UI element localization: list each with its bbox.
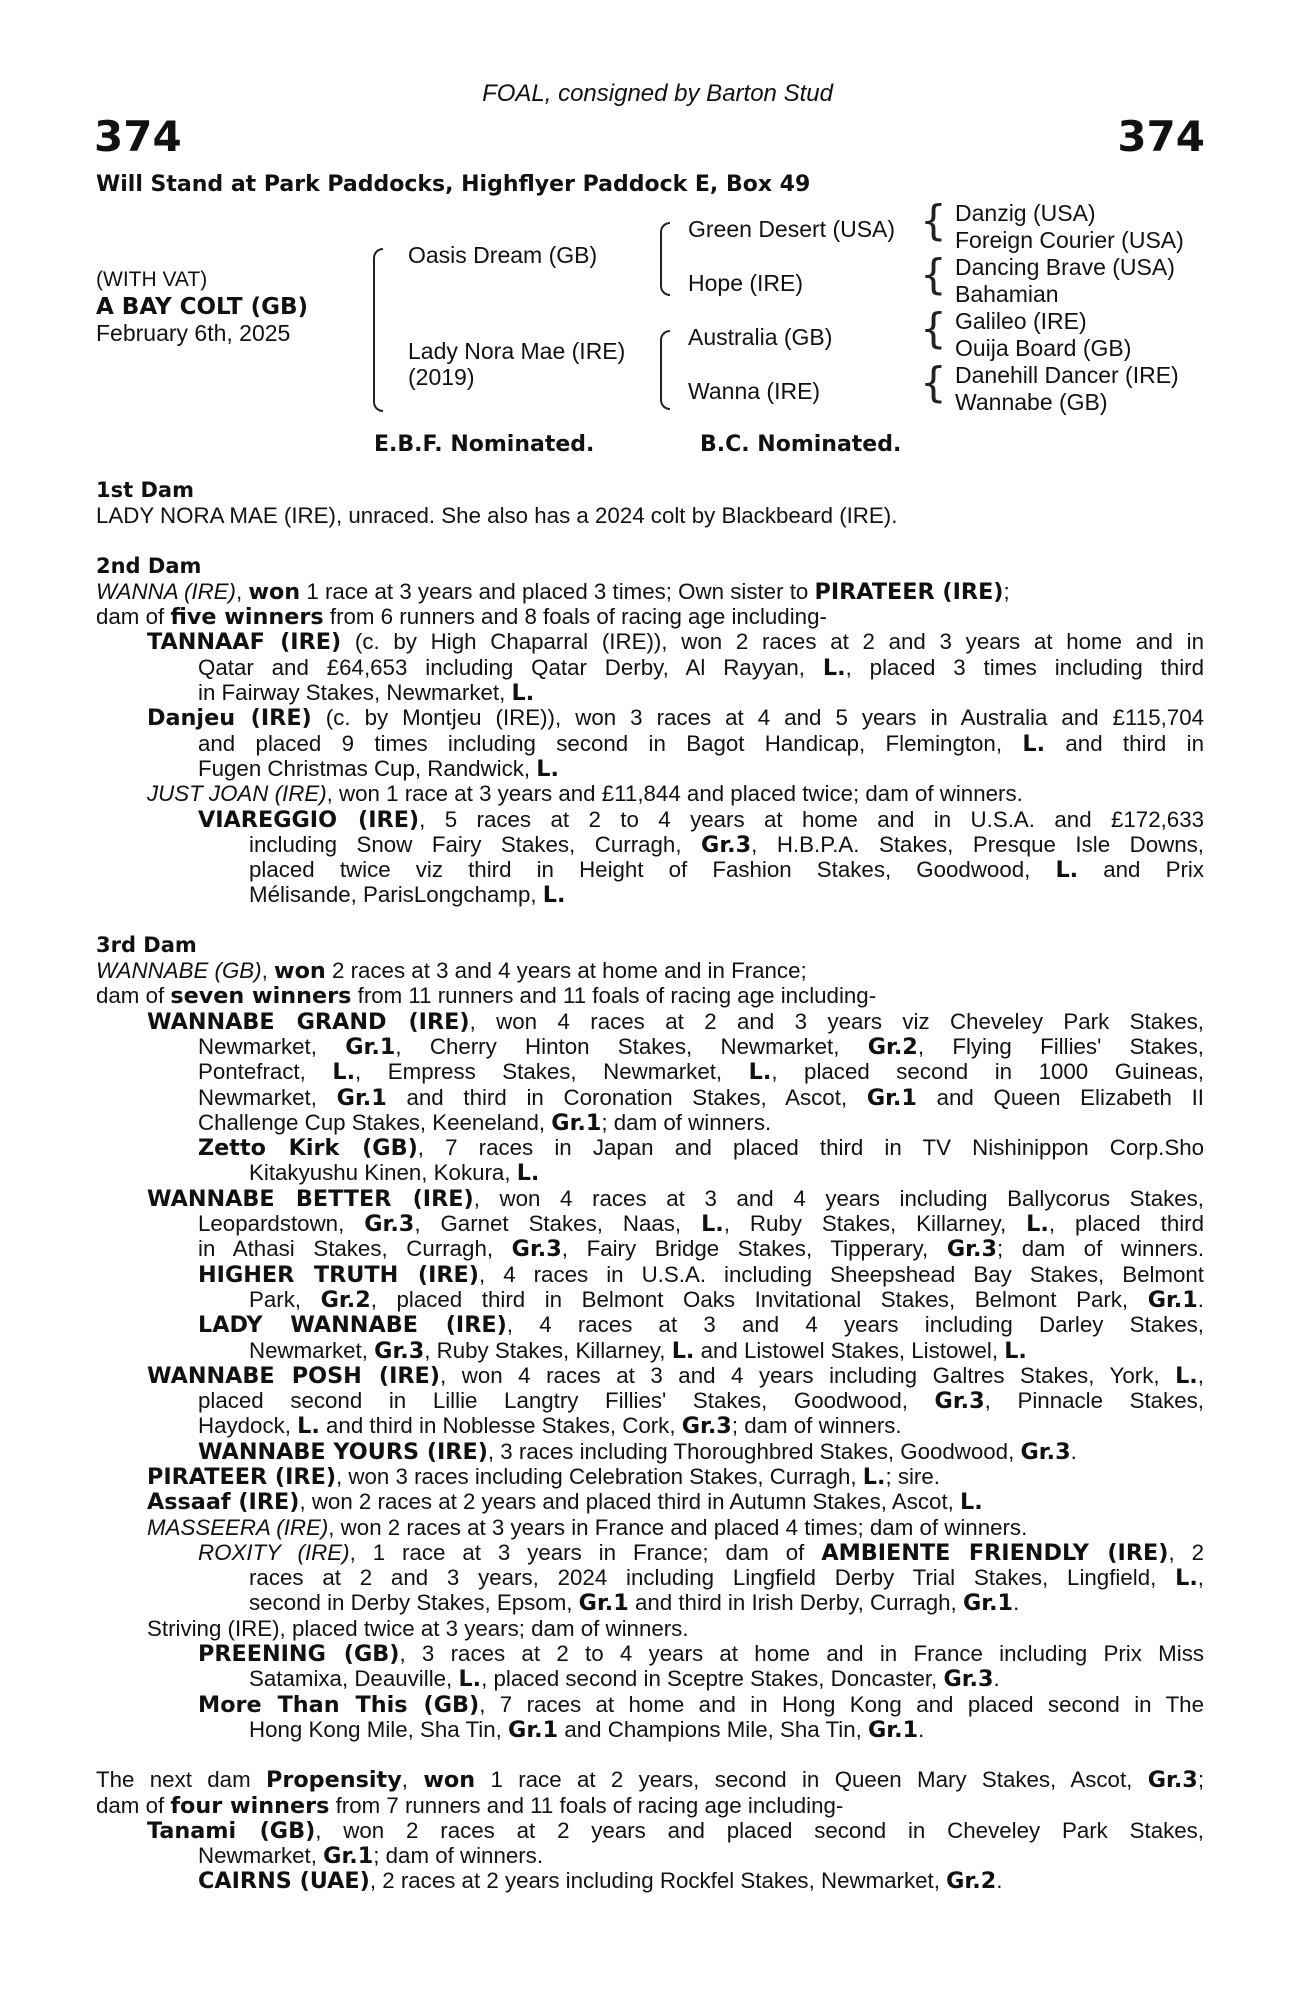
produce-entry: TANNAAF (IRE) (c. by High Chaparral (IRE)), won 2 races at 2 and 3 years at home and in (147, 629, 1204, 655)
third-dam-line: PIRATEER (IRE), won 3 races including Celebration Stakes, Curragh, L.; sire. (147, 1463, 940, 1490)
third-dam-intro-rest: 2 races at 3 and 4 years at home and in France; (325, 958, 807, 984)
third-dam-line: Satamixa, Deauville, L., placed second in Sceptre Stakes, Doncaster, Gr.3. (249, 1666, 1000, 1693)
third-dam-line: Newmarket, Gr.1, Cherry Hinton Stakes, Newmarket, Gr.2, Flying Fillies' Stakes, (198, 1033, 1204, 1060)
dam-name: Lady Nora Mae (IRE) (408, 338, 626, 364)
third-dam-name: WANNABE (GB) (96, 958, 262, 984)
third-dam-line: Newmarket, Gr.3, Ruby Stakes, Killarney, L. and Listowel Stakes, Listowel, L. (249, 1337, 1027, 1364)
pedigree-brace-sire (660, 222, 670, 296)
next-dam-line: Newmarket, Gr.1; dam of winners. (198, 1843, 544, 1870)
second-dam-heading: 2nd Dam (96, 553, 202, 578)
sire-name: Oasis Dream (GB) (408, 242, 598, 268)
third-dam-line: MASSEERA (IRE), won 2 races at 3 years in France and placed 4 times; dam of winners. (147, 1514, 1028, 1540)
third-dam-line: Park, Gr.2, placed third in Belmont Oaks Invitational Stakes, Belmont Park, Gr.1. (249, 1286, 1204, 1313)
stand-location: Will Stand at Park Paddocks, Highflyer Paddock E, Box 49 (96, 172, 811, 197)
sire-sire-name: Green Desert (USA) (688, 216, 896, 242)
next-dam-section (96, 1767, 1204, 1893)
third-dam-line: HIGHER TRUTH (IRE), 4 races in U.S.A. including Sheepshead Bay Stakes, Belmont (198, 1261, 1204, 1287)
ebf-nomination: E.B.F. Nominated. (374, 432, 595, 457)
produce-entry-continued: Mélisande, ParisLongchamp, L. (249, 882, 566, 909)
first-dam-heading: 1st Dam (96, 478, 194, 502)
third-dam-line: Zetto Kirk (GB), 7 races in Japan and placed third in TV Nishinippon Corp.Sho (198, 1135, 1204, 1161)
dam-year: (2019) (408, 364, 475, 390)
third-dam-line: WANNABE GRAND (IRE), won 4 races at 2 and 3 years viz Cheveley Park Stakes, (147, 1008, 1204, 1034)
ggp-4: Bahamian (955, 281, 1059, 307)
third-dam-line: WANNABE YOURS (IRE), 3 races including Thoroughbred Stakes, Goodwood, Gr.3. (198, 1438, 1077, 1465)
produce-entry: JUST JOAN (IRE), won 1 race at 3 years and £11,844 and placed twice; dam of winners. (147, 781, 1023, 807)
third-dam-line: second in Derby Stakes, Epsom, Gr.1 and third in Irish Derby, Curragh, Gr.1. (249, 1590, 1020, 1617)
third-dam-line: Striving (IRE), placed twice at 3 years; dam of winners. (147, 1615, 689, 1641)
sire-dam-name: Hope (IRE) (688, 270, 804, 296)
vat-label: (WITH VAT) (96, 268, 208, 291)
third-dam-summary (96, 983, 1204, 1008)
third-dam-produce (96, 1009, 1204, 1743)
next-dam-line: Tanami (GB), won 2 races at 2 years and placed second in Cheveley Park Stakes, (147, 1817, 1204, 1844)
third-dam-line: Newmarket, Gr.1 and third in Coronation Stakes, Ascot, Gr.1 and Queen Elizabeth II (198, 1084, 1204, 1110)
pedigree-brace-gg2: { (920, 250, 947, 299)
pedigree-brace-gg1: { (920, 196, 947, 245)
third-dam-summary-rest: from 11 runners and 11 foals of racing age including- (351, 983, 877, 1009)
first-dam-line (96, 503, 1204, 528)
second-dam-summary: dam of five winners from 6 runners and 8 foals of racing age including- (96, 604, 827, 631)
second-dam-produce (96, 629, 1204, 907)
third-dam-line: in Athasi Stakes, Curragh, Gr.3, Fairy Bridge Stakes, Tipperary, Gr.3; dam of winners. (198, 1236, 1204, 1262)
third-dam-line: Pontefract, L., Empress Stakes, Newmarket, L., placed second in 1000 Guineas, (198, 1059, 1204, 1085)
ggp-5: Galileo (IRE) (955, 308, 1087, 334)
pedigree-brace-dam (660, 330, 670, 410)
third-dam-line: WANNABE POSH (IRE), won 4 races at 3 and 4 years including Galtres Stakes, York, L., (147, 1362, 1204, 1389)
consignment-line: FOAL, consigned by Barton Stud (482, 80, 833, 107)
third-dam-line: WANNABE BETTER (IRE), won 4 races at 3 and 4 years including Ballycorus Stakes, (147, 1185, 1204, 1212)
pedigree-brace-gg4: { (920, 358, 947, 407)
first-dam-text: , unraced. She also has a 2024 colt by Blackbeard (IRE). (335, 503, 898, 529)
third-dam-line: races at 2 and 3 years, 2024 including Lingfield Derby Trial Stakes, Lingfield, L., (249, 1565, 1204, 1591)
ggp-1: Danzig (USA) (955, 200, 1096, 226)
third-dam-line: Hong Kong Mile, Sha Tin, Gr.1 and Champions Mile, Sha Tin, Gr.1. (249, 1716, 925, 1743)
ggp-7: Danehill Dancer (IRE) (955, 362, 1179, 388)
lot-number-right: 374 (1117, 112, 1205, 161)
third-dam-line: LADY WANNABE (IRE), 4 races at 3 and 4 years including Darley Stakes, (198, 1312, 1204, 1338)
ggp-2: Foreign Courier (USA) (955, 227, 1184, 253)
first-dam-name: LADY NORA MAE (IRE) (96, 503, 336, 529)
produce-entry-continued: and placed 9 times including second in Bagot Handicap, Flemington, L. and third in (198, 730, 1204, 756)
pedigree-brace-main (373, 248, 383, 412)
ggp-8: Wannabe (GB) (955, 389, 1108, 415)
third-dam-line: More Than This (GB), 7 races at home and in Hong Kong and placed second in The (198, 1691, 1204, 1717)
second-dam-intro: WANNA (IRE), won 1 race at 3 years and placed 3 times; Own sister to PIRATEER (IRE); (96, 578, 1010, 605)
third-dam-won: won (273, 958, 326, 985)
third-dam-summary-pre: dam of (96, 983, 171, 1009)
lot-number-left: 374 (94, 112, 182, 161)
produce-entry: VIAREGGIO (IRE), 5 races at 2 to 4 years at home and in U.S.A. and £172,633 (198, 806, 1204, 832)
third-dam-line: Challenge Cup Stakes, Keeneland, Gr.1; dam of winners. (198, 1109, 772, 1136)
third-dam-line: Assaaf (IRE), won 2 races at 2 years and placed third in Autumn Stakes, Ascot, L. (147, 1489, 983, 1516)
third-dam-line: Leopardstown, Gr.3, Garnet Stakes, Naas, L., Ruby Stakes, Killarney, L., placed third (198, 1211, 1204, 1237)
produce-entry: Danjeu (IRE) (c. by Montjeu (IRE)), won 3 races at 4 and 5 years in Australia and £115,704 (147, 705, 1204, 731)
foaling-date: February 6th, 2025 (96, 320, 291, 346)
next-dam-line: The next dam Propensity, won 1 race at 2 years, second in Queen Mary Stakes, Ascot, Gr.3; (96, 1767, 1204, 1793)
third-dam-intro: WANNABE (GB), won 2 races at 3 and 4 years at home and in France; (96, 958, 807, 985)
third-dam-summary-bold: seven winners (170, 983, 352, 1010)
dam-sire-name: Australia (GB) (688, 324, 833, 350)
produce-entry-continued: Fugen Christmas Cup, Randwick, L. (198, 755, 559, 782)
ggp-3: Dancing Brave (USA) (955, 254, 1175, 280)
catalogue-body (96, 478, 1204, 1894)
bc-nomination: B.C. Nominated. (700, 432, 902, 457)
third-dam-line: Haydock, L. and third in Noblesse Stakes, Cork, Gr.3; dam of winners. (198, 1413, 902, 1440)
produce-entry-continued: in Fairway Stakes, Newmarket, L. (198, 680, 535, 707)
produce-entry-continued: including Snow Fairy Stakes, Curragh, Gr.3, H.B.P.A. Stakes, Presque Isle Downs, (249, 831, 1204, 858)
produce-entry-continued: Qatar and £64,653 including Qatar Derby, Al Rayyan, L., placed 3 times including third (198, 654, 1204, 681)
next-dam-line: dam of four winners from 7 runners and 11 foals of racing age including- (96, 1792, 844, 1819)
third-dam-line: PREENING (GB), 3 races at 2 to 4 years at home and in France including Prix Miss (198, 1641, 1204, 1667)
next-dam-line: CAIRNS (UAE), 2 races at 2 years including Rockfel Stakes, Newmarket, Gr.2. (198, 1868, 1003, 1895)
third-dam-heading: 3rd Dam (96, 932, 197, 957)
pedigree-brace-gg3: { (920, 304, 947, 353)
third-dam-line: ROXITY (IRE), 1 race at 3 years in France; dam of AMBIENTE FRIENDLY (IRE), 2 (198, 1539, 1204, 1566)
produce-entry-continued: placed twice viz third in Height of Fashion Stakes, Goodwood, L. and Prix (249, 857, 1204, 883)
ggp-6: Ouija Board (GB) (955, 335, 1132, 361)
third-dam-line: Kitakyushu Kinen, Kokura, L. (249, 1160, 540, 1187)
lot-description: A BAY COLT (GB) (96, 294, 309, 320)
dam-dam-name: Wanna (IRE) (688, 378, 821, 404)
third-dam-line: placed second in Lillie Langtry Fillies' Stakes, Goodwood, Gr.3, Pinnacle Stakes, (198, 1388, 1204, 1414)
